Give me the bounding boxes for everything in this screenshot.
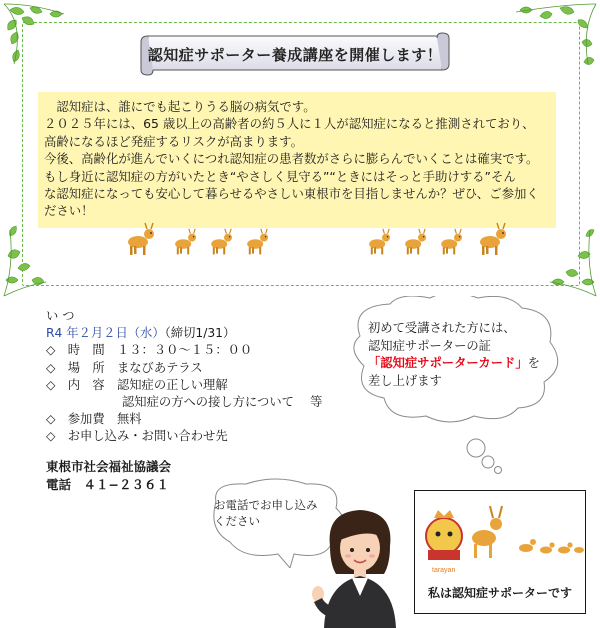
card-caption: 私は認知症サポーターです bbox=[427, 586, 572, 600]
woman-illustration bbox=[312, 506, 408, 628]
event-info bbox=[46, 308, 366, 446]
cloud-line-2: 認知症サポーターの証 bbox=[368, 338, 491, 353]
event-contact: ◇ お申し込み・お問い合わせ先 bbox=[46, 429, 228, 444]
cloud-line-3 bbox=[368, 355, 548, 373]
intro-line: な認知症になっても安心して暮らせるやさしい東根市を目指しませんか？ぜひ、ご参加く bbox=[44, 186, 539, 202]
intro-line: 今後、高齢化が進んでいくにつれ認知症の患者数がさらに膨らんでいくことは確実です。 bbox=[44, 151, 539, 167]
cloud-text bbox=[368, 320, 548, 390]
bubble-line-1: お電話でお申し込み bbox=[214, 498, 318, 512]
event-content-2: 認知症の方への接し方について 等 bbox=[122, 395, 323, 410]
organizer bbox=[46, 458, 171, 494]
card-name-highlight: 「認知症サポーターカード」 bbox=[368, 356, 528, 371]
organizer-name: 東根市社会福祉協議会 bbox=[46, 459, 172, 474]
supporter-card-art bbox=[414, 490, 586, 586]
intro-line: ださい！ bbox=[44, 203, 94, 219]
when-label: い つ bbox=[46, 309, 75, 323]
organizer-phone: 電話 ４１−２３６１ bbox=[46, 477, 169, 492]
page-title: 認知症サポーター養成講座を開催します！ bbox=[147, 45, 443, 64]
card-logo-bottom: tarayan bbox=[432, 567, 456, 574]
intro-line: 認知症は、誰にでも起こりうる脳の病気です。 bbox=[44, 99, 316, 114]
cloud-line-3-suffix: を bbox=[527, 356, 540, 371]
event-date: R4 年２月２日（水） bbox=[46, 326, 165, 341]
event-deadline: （締切1/31） bbox=[164, 326, 236, 341]
cloud-line-4: 差し上げます bbox=[368, 373, 442, 388]
event-time: ◇ 時 間 １３：３０～１５：００ bbox=[46, 343, 253, 358]
event-place: ◇ 場 所 まなびあテラス bbox=[46, 360, 203, 375]
intro-line: 高齢になるほど発症するリスクが高まります。 bbox=[44, 133, 303, 149]
intro-line: ２０２５年には、65 歳以上の高齢者の約５人に１人が認知症になると推測されており、 bbox=[44, 116, 535, 132]
cloud-line-1: 初めて受講された方には、 bbox=[368, 321, 516, 335]
deer-mascot-row bbox=[120, 222, 520, 258]
intro-text bbox=[44, 98, 554, 220]
event-fee: ◇ 参加費 無料 bbox=[46, 412, 142, 427]
intro-line: もし身近に認知症の方がいたとき“やさしく見守る”“ときにはそっと手助けする”そん bbox=[44, 168, 516, 184]
event-date-row bbox=[46, 325, 366, 342]
event-content: ◇ 内 容 認知症の正しい理解 bbox=[46, 377, 228, 392]
bubble-line-2: ください bbox=[214, 514, 260, 528]
